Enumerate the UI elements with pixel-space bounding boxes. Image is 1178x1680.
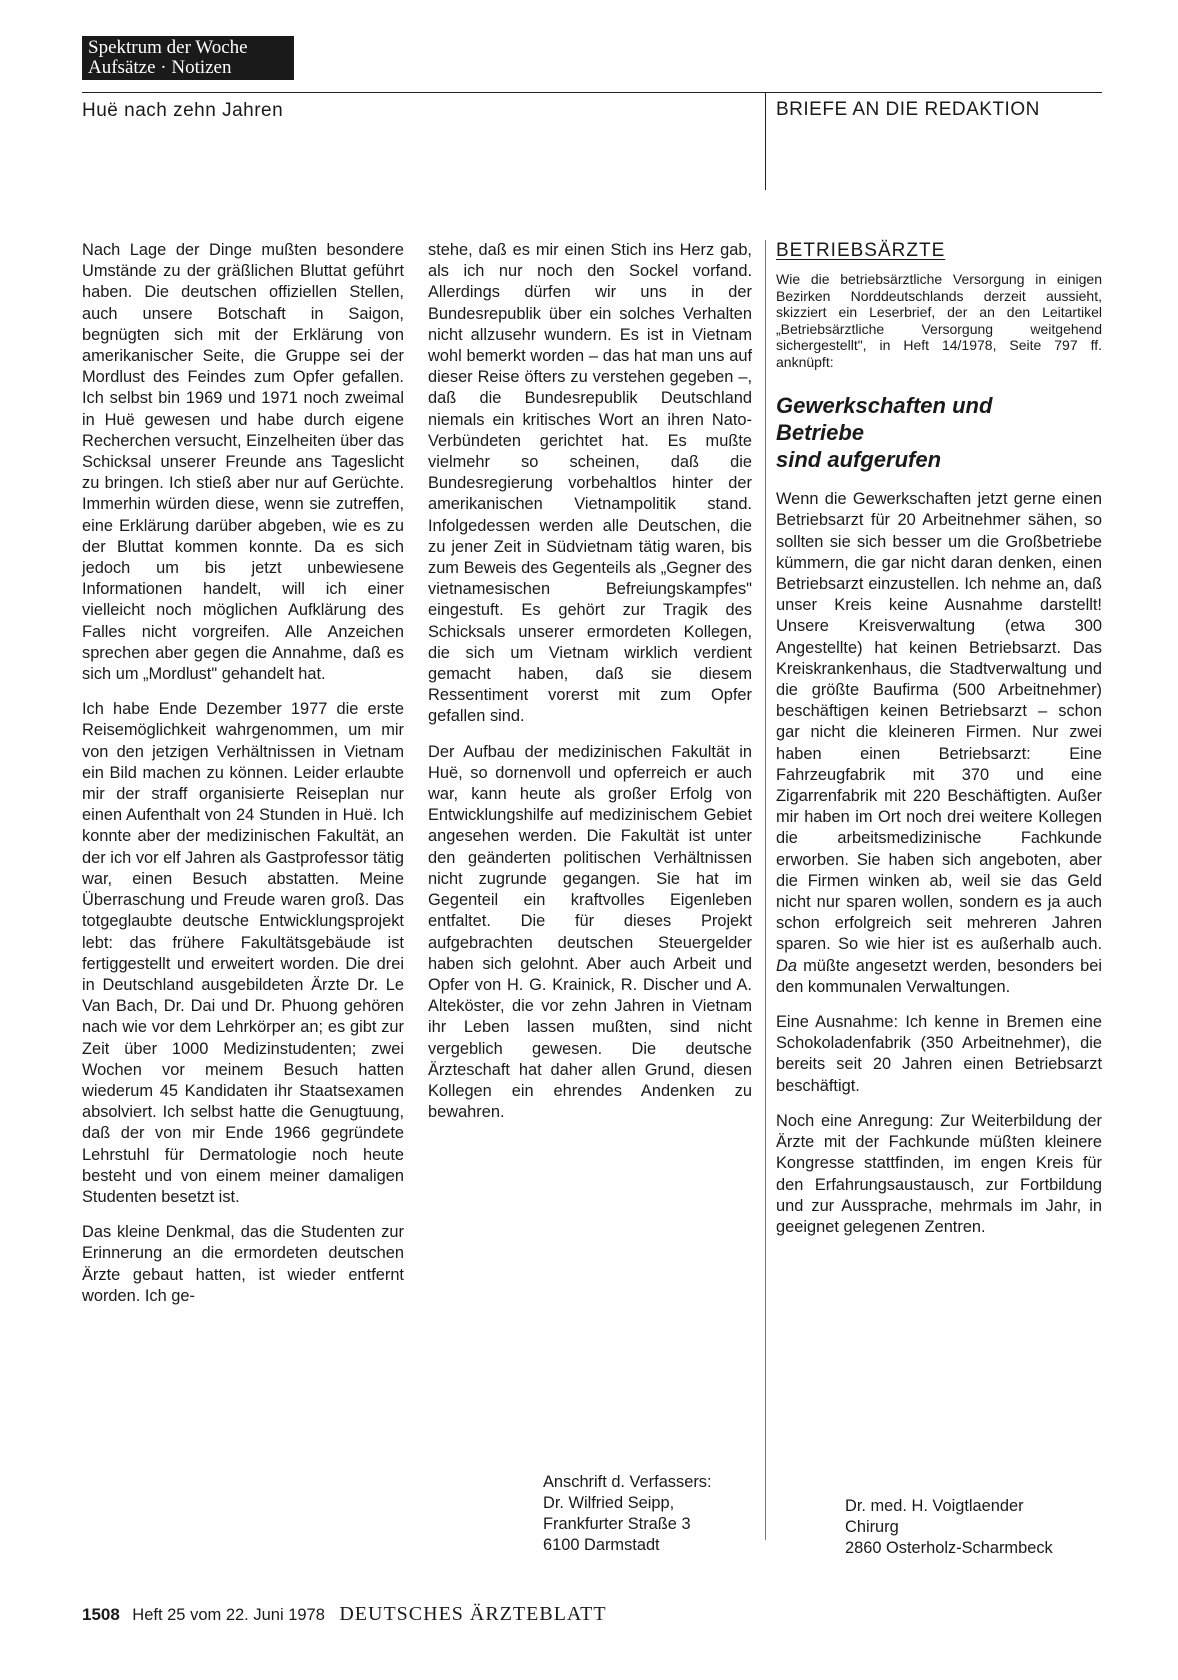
letter-headline-line-3: sind aufgerufen bbox=[776, 447, 942, 473]
letter-paragraph: Eine Ausnahme: Ich kenne in Bremen eine Schokoladenfabrik (350 Arbeitnehmer), die bereits seit 20 Jahren einen Betriebsarzt beschäftigt. bbox=[776, 1013, 1102, 1095]
letter-paragraph: Noch eine Anregung: Zur Weiterbildung der Ärzte mit der Fachkunde müßten kleinere Kongresse stattfinden, im engen Kreis für den Erfahrungsaustausch, zur Fortbildung und zur Aussprache, mehrmals im Jahr, in geeignet gelegenen Zentren. bbox=[776, 1111, 1102, 1236]
journal-name: DEUTSCHES ÄRZTEBLATT bbox=[339, 1603, 607, 1625]
letter-paragraph-text: Wenn die Gewerkschaften jetzt gerne einen Betriebsarzt für 20 Arbeitnehmer sähen, so sollten sie sich besser um die Großbetriebe kümmern, die gar nicht daran denken, einen Betriebsarzt einzustellen. Ich nehme an, daß unser Kreis keine Ausnahme darstellt! Unsere Kreisverwaltung (etwa 300 Angestellte) hat keinen Betriebsarzt. Das Kreiskrankenhaus, die Stadtverwaltung und die größte Baufirma (500 Arbeitnehmer) beschäftigen keinen Betriebsarzt – schon gar nicht die kleineren Firmen. Nur zwei haben einen Betriebsarzt: Eine Fahrzeugfabrik mit 370 und eine Zigarrenfabrik mit 220 Beschäftigten. Außer mir haben im Ort noch drei weitere Kollegen die arbeitsmedizinische Fachkunde erworben. Sie haben sich angeboten, aber die Firmen winken ab, weil sie das Geld nicht nur sparen wollen, sondern es ja auch schon erfolgreich seit mehreren Jahren sparen. So wie hier ist es außerhalb auch. bbox=[776, 490, 1102, 954]
page-number: 1508 bbox=[82, 1605, 120, 1624]
column-divider bbox=[765, 240, 766, 1540]
article-paragraph: stehe, daß es mir einen Stich ins Herz gab, als ich nur noch den Sockel vorfand. Allerdings dürfen wir uns in der Bundesrepublik über ein solches Verhalten nicht allzusehr wundern. Es ist in Vietnam wohl bemerkt worden – das hat man uns auf dieser Reise öfters zu verstehen gegeben –, daß die Bundesrepublik Deutschland niemals ein kritisches Wort an ihren Nato-Verbündeten gerichtet hat. Es mußte vielmehr so scheinen, daß die Bundesregierung vorbehaltlos hinter der amerikanischen Vietnampolitik stand. Infolgedessen werden alle Deutschen, die zu jener Zeit in Südvietnam tätig waren, bis zum Beweis des Gegenteils als „Gegner des vietnamesischen Befreiungskampfes" eingestuft. Es gehört zur Tragik des Schicksals unserer ermordeten Kollegen, die sich um Vietnam wirklich verdient gemacht haben, daß sie diesem Ressentiment vorerst mit zum Opfer gefallen sind. bbox=[428, 241, 752, 726]
letter-paragraph-text: müßte angesetzt werden, besonders bei den kommunalen Verwaltungen. bbox=[776, 956, 1102, 996]
page-footer bbox=[82, 1603, 607, 1626]
section-tag bbox=[82, 36, 294, 80]
letter-headline bbox=[776, 392, 1102, 473]
article-title: Huë nach zehn Jahren bbox=[82, 100, 284, 121]
author-address bbox=[543, 1472, 712, 1556]
article-paragraph: Der Aufbau der medizinischen Fakultät in Huë, so dornenvoll und opferreich er auch war, kann heute als großer Erfolg von Entwicklungshilfe auf medizinischem Gebiet angesehen werden. Die Fakultät ist unter den geänderten politischen Verhältnissen nicht zugrunde gegangen. Sie hat im Gegenteil ein kraftvolles Eigenleben entfaltet. Die für dieses Projekt aufgebrachten deutschen Steuergelder haben sich gelohnt. Aber auch Arbeit und Opfer von H. G. Krainick, R. Discher und A. Alteköster, die vor zehn Jahren in Vietnam ihr Leben lassen mußten, sind nicht vergeblich gewesen. Die deutsche Ärzteschaft hat daher allen Grund, diesen Kollegen ein ehrendes Andenken zu bewahren. bbox=[428, 742, 752, 1122]
header-rule bbox=[82, 92, 1102, 93]
letter-paragraph bbox=[776, 489, 1102, 998]
letter-intro: Wie die betriebsärztliche Versorgung in einigen Bezirken Norddeutschlands derzeit aussieht, skizziert ein Leserbrief, der an den Leitartikel „Betriebsärztliche Versorgung weitgehend sichergestellt", in Heft 14/1978, Seite 797 ff. anknüpft: bbox=[776, 271, 1102, 370]
letter-topic-heading: BETRIEBSÄRZTE bbox=[776, 240, 946, 261]
letter-headline-line-1: Gewerkschaften und bbox=[776, 393, 993, 419]
issue-info: Heft 25 vom 22. Juni 1978 bbox=[132, 1606, 325, 1624]
letter-headline-line-2: Betriebe bbox=[776, 420, 865, 446]
letter-column bbox=[776, 240, 1102, 1252]
signature-line: Chirurg bbox=[845, 1518, 899, 1536]
header-column-divider bbox=[765, 92, 766, 190]
article-paragraph: Das kleine Denkmal, das die Studenten zur Erinnerung an die ermordeten deutschen Ärzte gebaut hatten, ist wieder entfernt worden. Ich ge- bbox=[82, 1223, 404, 1305]
address-line: Anschrift d. Verfassers: bbox=[543, 1473, 712, 1491]
section-tag-line-2: Aufsätze · Notizen bbox=[88, 57, 232, 78]
letter-emphasis: Da bbox=[776, 956, 797, 975]
signature-line: 2860 Osterholz-Scharmbeck bbox=[845, 1539, 1053, 1557]
signature-line: Dr. med. H. Voigtlaender bbox=[845, 1497, 1024, 1515]
article-paragraph: Nach Lage der Dinge mußten besondere Umstände zu der gräßlichen Bluttat geführt haben. Die deutschen offiziellen Stellen, auch unsere Botschaft in Saigon, begnügten sich mit der Erklärung von amerikanischer Seite, die Gruppe sei der Mordlust des Feindes zum Opfer gefallen. Ich selbst bin 1969 und 1971 noch zweimal in Huë gewesen und habe durch eigene Recherchen versucht, Einzelheiten über das Schicksal unserer Freunde ans Tageslicht zu bringen. Ich stieß aber nur auf Gerüchte. Immerhin würden diese, wenn sie zutreffen, eine Erklärung darüber abgeben, wie es zu der Bluttat kommen konnte. Da es sich jedoch um bis jetzt unbewiesene Informationen handelt, will ich einer vielleicht noch möglichen Aufklärung des Falles nicht vorgreifen. Alle Anzeichen sprechen aber gegen die Annahme, daß es sich um „Mordlust" gehandelt hat. bbox=[82, 241, 404, 684]
article-paragraph: Ich habe Ende Dezember 1977 die erste Reisemöglichkeit wahrgenommen, um mir von den jetzigen Verhältnissen in Vietnam ein Bild machen zu können. Leider erlaubte mir der straff organisierte Reiseplan nur einen Aufenthalt von 24 Stunden in Huë. Ich konnte aber der medizinischen Fakultät, an der ich vor elf Jahren als Gastprofessor tätig war, einen Besuch abstatten. Meine Überraschung und Freude waren groß. Das totgeglaubte deutsche Entwicklungsprojekt lebt: das frühere Fakultätsgebäude ist fertiggestellt und erweitert worden. Die drei in Deutschland ausgebildeten Ärzte Dr. Le Van Bach, Dr. Dai und Dr. Phuong gehören nach wie vor dem Lehrkörper an; es gibt zur Zeit über 1000 Medizinstudenten; zwei Wochen vor meinem Besuch hatten wiederum 45 Kandidaten ihr Staatsexamen absolviert. Ich selbst hatte die Genugtuung, daß der von mir Ende 1966 gegründete Lehrstuhl für Dermatologie noch heute besteht und von einem meiner damaligen Studenten besetzt ist. bbox=[82, 700, 404, 1206]
letter-signature bbox=[845, 1496, 1053, 1559]
address-line: Frankfurter Straße 3 bbox=[543, 1515, 691, 1533]
article-column-2 bbox=[428, 240, 752, 1137]
address-line: Dr. Wilfried Seipp, bbox=[543, 1494, 675, 1512]
address-line: 6100 Darmstadt bbox=[543, 1536, 660, 1554]
article-column-1 bbox=[82, 240, 404, 1321]
letters-section-title: BRIEFE AN DIE REDAKTION bbox=[776, 99, 1040, 120]
section-tag-line-1: Spektrum der Woche bbox=[88, 37, 248, 58]
